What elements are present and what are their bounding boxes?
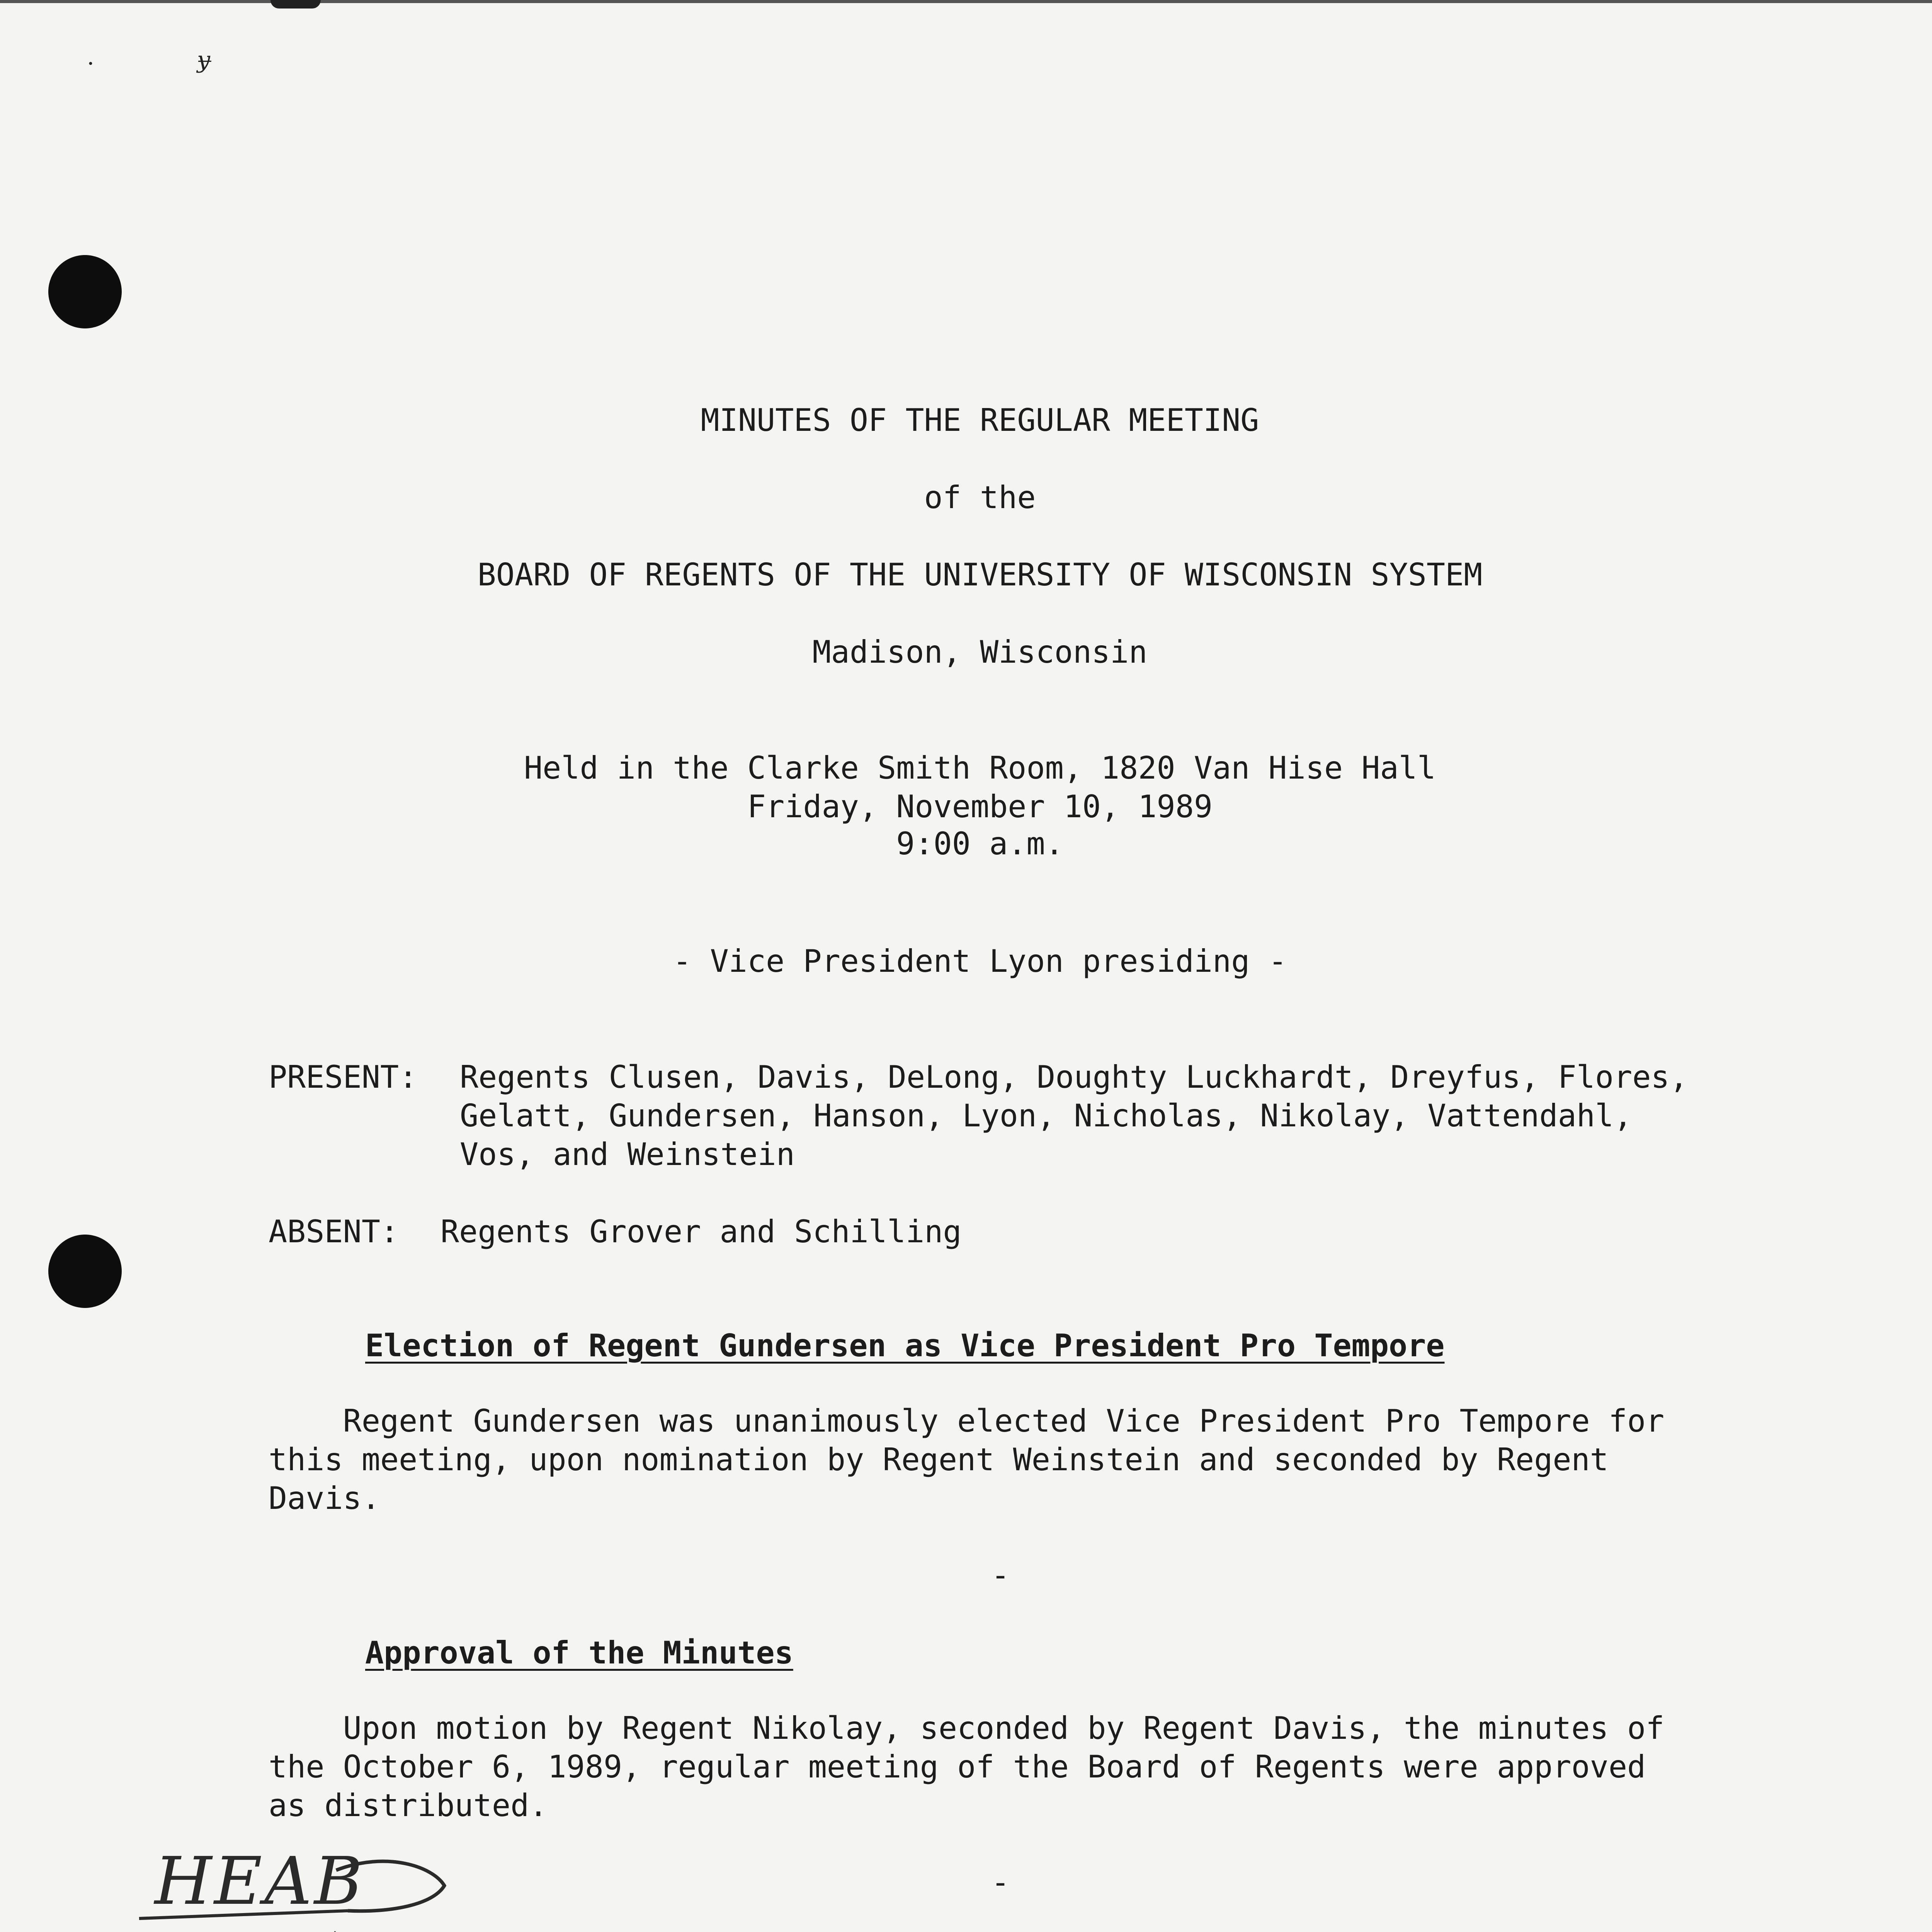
- paragraph-line: Regent Gundersen was unanimously elected Vice President Pro Tempore for: [269, 1403, 1665, 1439]
- absent-label: ABSENT:: [269, 1214, 399, 1250]
- present-line-3: Vos, and Weinstein: [460, 1136, 795, 1172]
- subtitle-of-the: of the: [924, 480, 1036, 515]
- presiding-line: - Vice President Lyon presiding -: [673, 943, 1287, 979]
- paragraph-line: Davis.: [269, 1480, 380, 1516]
- section-heading-approval: Approval of the Minutes: [365, 1635, 793, 1671]
- paragraph-line: Upon motion by Regent Nikolay, seconded by Regent Davis, the minutes of: [269, 1710, 1665, 1746]
- handwritten-margin-note: HEAB: [155, 1843, 365, 1920]
- meeting-date: Friday, November 10, 1989: [747, 789, 1213, 825]
- meeting-time: 9:00 a.m.: [896, 826, 1064, 862]
- paragraph-line: this meeting, upon nomination by Regent Weinstein and seconded by Regent: [269, 1442, 1609, 1478]
- present-line-1: Regents Clusen, Davis, DeLong, Doughty Luckhardt, Dreyfus, Flores,: [460, 1059, 1688, 1095]
- absent-text: Regents Grover and Schilling: [440, 1214, 962, 1250]
- board-name: BOARD OF REGENTS OF THE UNIVERSITY OF WISCONSIN SYSTEM: [477, 557, 1483, 593]
- scan-speck: ·: [87, 50, 95, 77]
- document-title: MINUTES OF THE REGULAR MEETING: [701, 402, 1259, 438]
- section-separator: -: [991, 1864, 1010, 1900]
- paragraph-line: as distributed.: [269, 1787, 548, 1823]
- scan-speck: ɏ: [197, 46, 210, 73]
- meeting-location: Madison, Wisconsin: [812, 634, 1148, 670]
- section-heading-election: Election of Regent Gundersen as Vice President Pro Tempore: [365, 1328, 1445, 1364]
- paragraph-line: the October 6, 1989, regular meeting of the Board of Regents were approved: [269, 1749, 1646, 1785]
- present-line-2: Gelatt, Gundersen, Hanson, Lyon, Nicholas, Nikolay, Vattendahl,: [460, 1098, 1633, 1134]
- section-separator: -: [991, 1557, 1010, 1593]
- meeting-venue: Held in the Clarke Smith Room, 1820 Van Hise Hall: [524, 750, 1436, 786]
- present-label: PRESENT:: [269, 1059, 418, 1095]
